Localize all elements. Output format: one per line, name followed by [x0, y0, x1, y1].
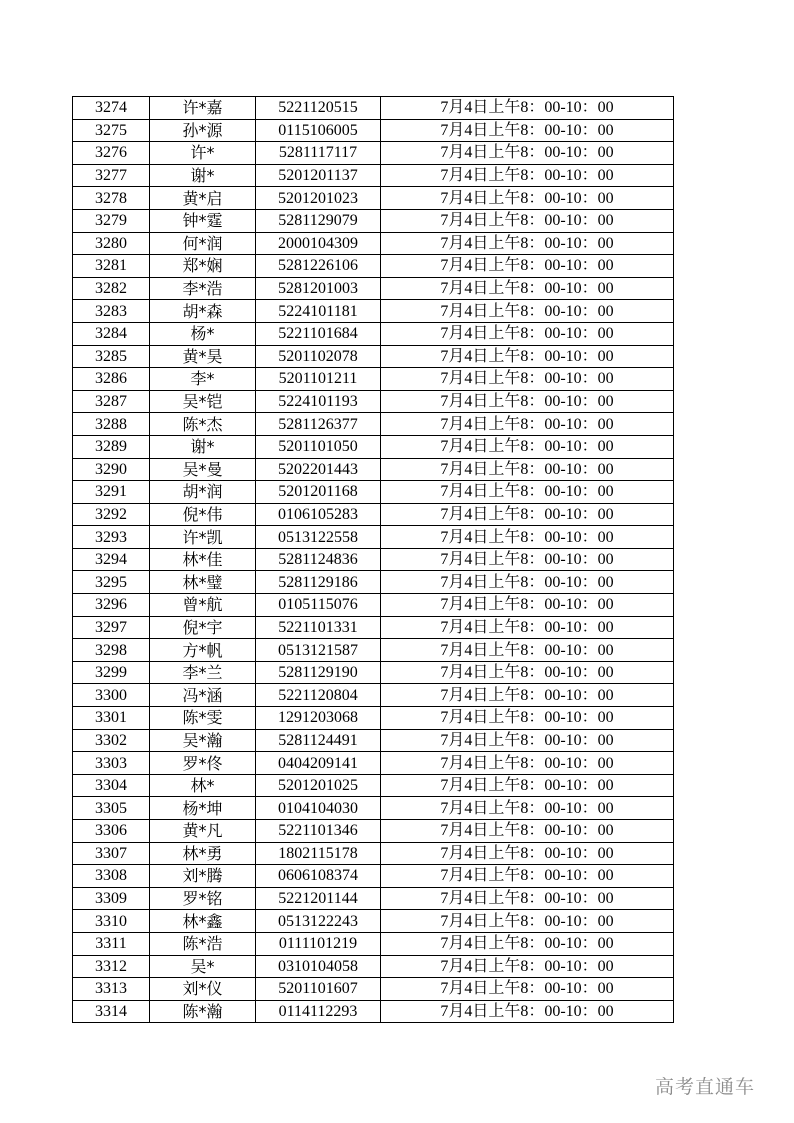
cell-exam-id: 5201102078 — [256, 345, 381, 368]
cell-exam-id: 5201101050 — [256, 435, 381, 458]
cell-student-name: 何*润 — [150, 232, 256, 255]
cell-exam-id: 5201201137 — [256, 164, 381, 187]
cell-exam-id: 5221101331 — [256, 616, 381, 639]
cell-sequence-number: 3300 — [73, 684, 150, 707]
cell-student-name: 林*璧 — [150, 571, 256, 594]
cell-exam-id: 5201201168 — [256, 481, 381, 504]
cell-sequence-number: 3308 — [73, 865, 150, 888]
cell-exam-time: 7月4日上午8：00-10：00 — [381, 820, 674, 843]
watermark-text: 高考直通车 — [655, 1076, 756, 1098]
table-row — [73, 729, 674, 752]
cell-sequence-number: 3293 — [73, 526, 150, 549]
table-row — [73, 232, 674, 255]
cell-student-name: 罗*铭 — [150, 887, 256, 910]
cell-sequence-number: 3286 — [73, 368, 150, 391]
cell-student-name: 陈*瀚 — [150, 1000, 256, 1023]
table-body — [73, 97, 674, 1023]
cell-exam-id: 5221120804 — [256, 684, 381, 707]
cell-sequence-number: 3309 — [73, 887, 150, 910]
table-row — [73, 164, 674, 187]
cell-exam-time: 7月4日上午8：00-10：00 — [381, 932, 674, 955]
cell-exam-id: 1802115178 — [256, 842, 381, 865]
cell-student-name: 许*嘉 — [150, 97, 256, 120]
cell-exam-time: 7月4日上午8：00-10：00 — [381, 390, 674, 413]
cell-student-name: 李*兰 — [150, 661, 256, 684]
cell-student-name: 吴*曼 — [150, 458, 256, 481]
cell-exam-time: 7月4日上午8：00-10：00 — [381, 255, 674, 278]
cell-sequence-number: 3274 — [73, 97, 150, 120]
cell-student-name: 胡*森 — [150, 300, 256, 323]
cell-sequence-number: 3291 — [73, 481, 150, 504]
cell-exam-id: 5224101181 — [256, 300, 381, 323]
table-row — [73, 142, 674, 165]
cell-student-name: 许* — [150, 142, 256, 165]
cell-student-name: 李* — [150, 368, 256, 391]
cell-student-name: 胡*润 — [150, 481, 256, 504]
cell-exam-id: 5281201003 — [256, 277, 381, 300]
cell-exam-id: 5281129190 — [256, 661, 381, 684]
table-row — [73, 571, 674, 594]
cell-exam-time: 7月4日上午8：00-10：00 — [381, 164, 674, 187]
cell-sequence-number: 3281 — [73, 255, 150, 278]
cell-exam-id: 0606108374 — [256, 865, 381, 888]
cell-exam-time: 7月4日上午8：00-10：00 — [381, 300, 674, 323]
cell-exam-time: 7月4日上午8：00-10：00 — [381, 684, 674, 707]
table-row — [73, 97, 674, 120]
table-row — [73, 774, 674, 797]
table-row — [73, 978, 674, 1001]
table-row — [73, 368, 674, 391]
cell-exam-id: 5281129079 — [256, 209, 381, 232]
cell-sequence-number: 3298 — [73, 639, 150, 662]
cell-sequence-number: 3310 — [73, 910, 150, 933]
cell-exam-id: 0106105283 — [256, 503, 381, 526]
cell-student-name: 黄*凡 — [150, 820, 256, 843]
table-row — [73, 842, 674, 865]
cell-sequence-number: 3279 — [73, 209, 150, 232]
cell-student-name: 孙*源 — [150, 119, 256, 142]
cell-sequence-number: 3304 — [73, 774, 150, 797]
cell-exam-id: 5201101607 — [256, 978, 381, 1001]
cell-exam-id: 5221201144 — [256, 887, 381, 910]
table-row — [73, 255, 674, 278]
cell-exam-id: 0513122558 — [256, 526, 381, 549]
table-row — [73, 322, 674, 345]
cell-exam-id: 0114112293 — [256, 1000, 381, 1023]
cell-exam-id: 0310104058 — [256, 955, 381, 978]
cell-exam-time: 7月4日上午8：00-10：00 — [381, 322, 674, 345]
cell-sequence-number: 3301 — [73, 707, 150, 730]
cell-exam-time: 7月4日上午8：00-10：00 — [381, 526, 674, 549]
table-row — [73, 707, 674, 730]
cell-sequence-number: 3295 — [73, 571, 150, 594]
cell-student-name: 钟*霆 — [150, 209, 256, 232]
cell-exam-time: 7月4日上午8：00-10：00 — [381, 639, 674, 662]
cell-sequence-number: 3290 — [73, 458, 150, 481]
cell-sequence-number: 3284 — [73, 322, 150, 345]
table-row — [73, 797, 674, 820]
cell-student-name: 曾*航 — [150, 594, 256, 617]
table-row — [73, 639, 674, 662]
cell-exam-id: 5221120515 — [256, 97, 381, 120]
cell-student-name: 杨* — [150, 322, 256, 345]
table-row — [73, 1000, 674, 1023]
cell-exam-time: 7月4日上午8：00-10：00 — [381, 187, 674, 210]
cell-exam-time: 7月4日上午8：00-10：00 — [381, 413, 674, 436]
cell-exam-id: 5221101684 — [256, 322, 381, 345]
table-row — [73, 932, 674, 955]
table-row — [73, 684, 674, 707]
table-row — [73, 481, 674, 504]
cell-sequence-number: 3307 — [73, 842, 150, 865]
cell-student-name: 林*佳 — [150, 548, 256, 571]
cell-exam-time: 7月4日上午8：00-10：00 — [381, 910, 674, 933]
table-row — [73, 616, 674, 639]
cell-exam-id: 0513122243 — [256, 910, 381, 933]
cell-exam-id: 5281129186 — [256, 571, 381, 594]
cell-student-name: 陈*浩 — [150, 932, 256, 955]
cell-sequence-number: 3278 — [73, 187, 150, 210]
cell-exam-time: 7月4日上午8：00-10：00 — [381, 232, 674, 255]
cell-student-name: 刘*腾 — [150, 865, 256, 888]
cell-exam-time: 7月4日上午8：00-10：00 — [381, 277, 674, 300]
cell-exam-time: 7月4日上午8：00-10：00 — [381, 142, 674, 165]
cell-sequence-number: 3288 — [73, 413, 150, 436]
cell-exam-time: 7月4日上午8：00-10：00 — [381, 345, 674, 368]
cell-student-name: 吴*铠 — [150, 390, 256, 413]
cell-sequence-number: 3306 — [73, 820, 150, 843]
cell-sequence-number: 3285 — [73, 345, 150, 368]
cell-exam-time: 7月4日上午8：00-10：00 — [381, 97, 674, 120]
cell-sequence-number: 3302 — [73, 729, 150, 752]
cell-sequence-number: 3296 — [73, 594, 150, 617]
cell-exam-id: 5201201023 — [256, 187, 381, 210]
cell-exam-id: 2000104309 — [256, 232, 381, 255]
table-row — [73, 119, 674, 142]
table-row — [73, 752, 674, 775]
cell-exam-id: 0105115076 — [256, 594, 381, 617]
cell-student-name: 郑*娴 — [150, 255, 256, 278]
cell-exam-time: 7月4日上午8：00-10：00 — [381, 458, 674, 481]
cell-sequence-number: 3297 — [73, 616, 150, 639]
cell-student-name: 黄*启 — [150, 187, 256, 210]
cell-sequence-number: 3292 — [73, 503, 150, 526]
cell-sequence-number: 3311 — [73, 932, 150, 955]
cell-sequence-number: 3314 — [73, 1000, 150, 1023]
cell-exam-time: 7月4日上午8：00-10：00 — [381, 548, 674, 571]
cell-exam-time: 7月4日上午8：00-10：00 — [381, 797, 674, 820]
cell-student-name: 冯*涵 — [150, 684, 256, 707]
table-row — [73, 887, 674, 910]
cell-exam-time: 7月4日上午8：00-10：00 — [381, 707, 674, 730]
cell-student-name: 吴*瀚 — [150, 729, 256, 752]
table-row — [73, 277, 674, 300]
cell-exam-time: 7月4日上午8：00-10：00 — [381, 661, 674, 684]
cell-exam-id: 5281124836 — [256, 548, 381, 571]
cell-sequence-number: 3312 — [73, 955, 150, 978]
cell-exam-time: 7月4日上午8：00-10：00 — [381, 842, 674, 865]
table-row — [73, 503, 674, 526]
cell-student-name: 倪*伟 — [150, 503, 256, 526]
cell-student-name: 方*帆 — [150, 639, 256, 662]
cell-exam-id: 5281126377 — [256, 413, 381, 436]
cell-exam-id: 5224101193 — [256, 390, 381, 413]
cell-exam-id: 5221101346 — [256, 820, 381, 843]
cell-exam-id: 5202201443 — [256, 458, 381, 481]
cell-exam-time: 7月4日上午8：00-10：00 — [381, 752, 674, 775]
cell-sequence-number: 3289 — [73, 435, 150, 458]
table-row — [73, 187, 674, 210]
cell-exam-time: 7月4日上午8：00-10：00 — [381, 616, 674, 639]
cell-exam-id: 5281124491 — [256, 729, 381, 752]
cell-exam-id: 0115106005 — [256, 119, 381, 142]
cell-sequence-number: 3294 — [73, 548, 150, 571]
cell-sequence-number: 3313 — [73, 978, 150, 1001]
cell-exam-id: 0104104030 — [256, 797, 381, 820]
cell-student-name: 罗*佟 — [150, 752, 256, 775]
table-row — [73, 458, 674, 481]
cell-student-name: 谢* — [150, 164, 256, 187]
cell-sequence-number: 3305 — [73, 797, 150, 820]
cell-student-name: 吴* — [150, 955, 256, 978]
cell-sequence-number: 3282 — [73, 277, 150, 300]
cell-exam-time: 7月4日上午8：00-10：00 — [381, 481, 674, 504]
cell-student-name: 倪*宇 — [150, 616, 256, 639]
cell-sequence-number: 3287 — [73, 390, 150, 413]
cell-exam-time: 7月4日上午8：00-10：00 — [381, 594, 674, 617]
cell-exam-id: 0513121587 — [256, 639, 381, 662]
cell-student-name: 林*勇 — [150, 842, 256, 865]
cell-exam-time: 7月4日上午8：00-10：00 — [381, 729, 674, 752]
cell-exam-id: 1291203068 — [256, 707, 381, 730]
table-row — [73, 820, 674, 843]
cell-exam-time: 7月4日上午8：00-10：00 — [381, 435, 674, 458]
cell-exam-id: 5201201025 — [256, 774, 381, 797]
cell-student-name: 杨*坤 — [150, 797, 256, 820]
cell-exam-id: 5281117117 — [256, 142, 381, 165]
cell-exam-time: 7月4日上午8：00-10：00 — [381, 774, 674, 797]
cell-sequence-number: 3299 — [73, 661, 150, 684]
cell-exam-id: 0111101219 — [256, 932, 381, 955]
cell-sequence-number: 3277 — [73, 164, 150, 187]
table-row — [73, 345, 674, 368]
cell-student-name: 黄*昊 — [150, 345, 256, 368]
cell-student-name: 刘*仪 — [150, 978, 256, 1001]
cell-exam-time: 7月4日上午8：00-10：00 — [381, 978, 674, 1001]
cell-student-name: 陈*杰 — [150, 413, 256, 436]
table-row — [73, 594, 674, 617]
cell-student-name: 林*鑫 — [150, 910, 256, 933]
table-row — [73, 413, 674, 436]
table-row — [73, 526, 674, 549]
cell-exam-time: 7月4日上午8：00-10：00 — [381, 1000, 674, 1023]
table-row — [73, 865, 674, 888]
cell-exam-time: 7月4日上午8：00-10：00 — [381, 887, 674, 910]
table-row — [73, 300, 674, 323]
cell-student-name: 许*凯 — [150, 526, 256, 549]
table-row — [73, 548, 674, 571]
table-row — [73, 955, 674, 978]
cell-sequence-number: 3280 — [73, 232, 150, 255]
cell-exam-id: 0404209141 — [256, 752, 381, 775]
cell-student-name: 谢* — [150, 435, 256, 458]
cell-exam-time: 7月4日上午8：00-10：00 — [381, 209, 674, 232]
cell-exam-time: 7月4日上午8：00-10：00 — [381, 571, 674, 594]
cell-sequence-number: 3275 — [73, 119, 150, 142]
exam-schedule-table — [72, 96, 674, 1023]
cell-exam-time: 7月4日上午8：00-10：00 — [381, 503, 674, 526]
cell-student-name: 陈*雯 — [150, 707, 256, 730]
cell-exam-time: 7月4日上午8：00-10：00 — [381, 368, 674, 391]
cell-sequence-number: 3303 — [73, 752, 150, 775]
table-row — [73, 910, 674, 933]
cell-exam-time: 7月4日上午8：00-10：00 — [381, 955, 674, 978]
cell-exam-id: 5201101211 — [256, 368, 381, 391]
table-row — [73, 390, 674, 413]
cell-sequence-number: 3276 — [73, 142, 150, 165]
cell-student-name: 林* — [150, 774, 256, 797]
cell-exam-time: 7月4日上午8：00-10：00 — [381, 119, 674, 142]
cell-student-name: 李*浩 — [150, 277, 256, 300]
cell-exam-id: 5281226106 — [256, 255, 381, 278]
table-row — [73, 435, 674, 458]
cell-exam-time: 7月4日上午8：00-10：00 — [381, 865, 674, 888]
cell-sequence-number: 3283 — [73, 300, 150, 323]
table-row — [73, 661, 674, 684]
table-row — [73, 209, 674, 232]
